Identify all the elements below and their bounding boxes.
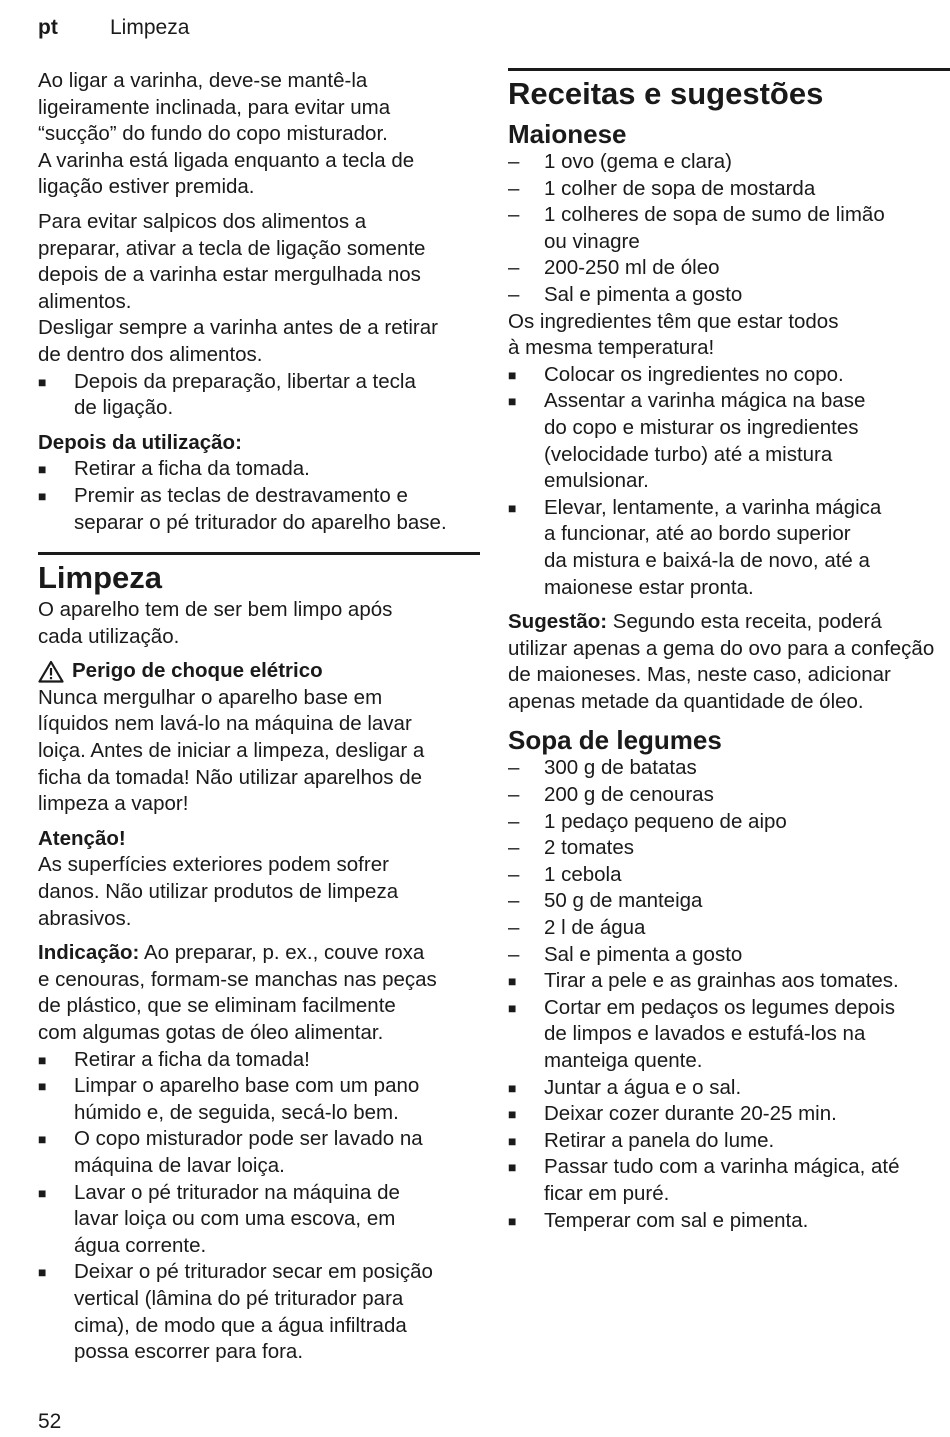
- list-item: ■ Lavar o pé triturador na máquina de lavar loiça ou com uma escova, em água corrente.: [38, 1180, 400, 1257]
- bullet-marker: ■: [508, 366, 517, 383]
- list-item: ■ Retirar a ficha da tomada!: [38, 1047, 480, 1074]
- dash-marker: –: [508, 916, 520, 940]
- note-paragraph: Indicação: Ao preparar, p. ex., couve roxa e cenouras, formam-se manchas nas peças de plástico, que se eliminam facilmente com algumas gotas de óleo alimentar.: [38, 941, 437, 1044]
- tip-label: Sugestão:: [508, 610, 608, 634]
- page-header: [38, 14, 189, 42]
- list-item: ■ Premir as teclas de destravamento e separar o pé triturador do aparelho base.: [38, 483, 447, 534]
- ingredient-item: – 200 g de cenouras: [508, 782, 950, 809]
- after-use-heading: Depois da utilização:: [38, 430, 242, 454]
- danger-text: Nunca mergulhar o aparelho base em líquidos nem lavá-lo na máquina de lavar loiça. Antes de iniciar a limpeza, desligar a ficha da tomada! Não utilizar aparelhos de limpeza a vapor!: [38, 685, 425, 816]
- list-item: ■ Limpar o aparelho base com um pano húmido e, de seguida, secá-lo bem.: [38, 1074, 420, 1124]
- bullet-marker: ■: [38, 487, 47, 504]
- right-column: [508, 68, 950, 1234]
- list-item: ■ Retirar a ficha da tomada.: [38, 456, 480, 483]
- step-item: ■ Juntar a água e o sal.: [508, 1075, 950, 1102]
- recipes-title: Receitas e sugestões: [508, 76, 824, 111]
- dash-marker: –: [508, 176, 520, 200]
- dash-marker: –: [508, 756, 520, 780]
- list-item: ■ Depois da preparação, libertar a tecla de ligação.: [38, 369, 416, 420]
- step-item: ■ Colocar os ingredientes no copo.: [508, 362, 950, 389]
- note-label: Indicação:: [38, 941, 140, 965]
- bullet-marker: ■: [38, 373, 47, 390]
- step-item: ■ Tirar a pele e as grainhas aos tomates.: [508, 968, 950, 995]
- dash-marker: –: [508, 150, 520, 173]
- ingredient-item: – 200-250 ml de óleo: [508, 255, 950, 282]
- bullet-marker: ■: [508, 499, 517, 516]
- bullet-marker: ■: [38, 1078, 47, 1095]
- bullet-marker: ■: [38, 1131, 47, 1148]
- dash-marker: –: [508, 889, 520, 913]
- ingredient-item: – 1 ovo (gema e clara): [508, 149, 950, 176]
- left-column: [38, 68, 480, 1366]
- dash-marker: –: [508, 862, 520, 886]
- ingredient-item: – Sal e pimenta a gosto: [508, 282, 950, 309]
- bullet-marker: ■: [508, 999, 517, 1016]
- list-item: ■ O copo misturador pode ser lavado na máquina de lavar loiça.: [38, 1127, 423, 1177]
- bullet-marker: ■: [508, 1079, 517, 1096]
- bullet-marker: ■: [508, 973, 517, 990]
- language-code: pt: [38, 16, 58, 39]
- dash-marker: –: [508, 836, 520, 860]
- bullet-marker: ■: [38, 1051, 47, 1068]
- bullet-marker: ■: [508, 1159, 517, 1176]
- warning-triangle-icon: [38, 660, 64, 683]
- bullet-marker: ■: [38, 1264, 47, 1281]
- bullet-marker: ■: [508, 1106, 517, 1123]
- step-item: ■ Retirar a panela do lume.: [508, 1128, 950, 1155]
- ingredient-item: – 300 g de batatas: [508, 755, 950, 782]
- dash-marker: –: [508, 256, 520, 280]
- list-item: ■ Deixar o pé triturador secar em posição vertical (lâmina do pé triturador para cima), de modo que a água infiltrada possa escorrer para fora.: [38, 1260, 433, 1364]
- ingredient-item: – 1 colher de sopa de mostarda: [508, 176, 950, 203]
- step-item: ■ Assentar a varinha mágica na base do copo e misturar os ingredientes (velocidade turbo) até a mistura emulsionar.: [508, 389, 866, 493]
- dash-marker: –: [508, 942, 520, 966]
- ingredient-item: – 1 cebola: [508, 862, 950, 889]
- mayonnaise-note: Os ingredientes têm que estar todos à mesma temperatura!: [508, 309, 839, 360]
- ingredient-item: – Sal e pimenta a gosto: [508, 942, 950, 969]
- page-number: 52: [38, 1410, 62, 1433]
- ingredient-item: – 2 l de água: [508, 915, 950, 942]
- bullet-marker: ■: [38, 461, 47, 478]
- step-item: ■ Passar tudo com a varinha mágica, até ficar em puré.: [508, 1155, 900, 1205]
- section-name: Limpeza: [110, 16, 190, 39]
- dash-marker: –: [508, 809, 520, 833]
- dash-marker: –: [508, 783, 520, 807]
- step-item: ■ Deixar cozer durante 20-25 min.: [508, 1101, 950, 1128]
- bullet-marker: ■: [508, 1212, 517, 1229]
- ingredient-item: – 1 pedaço pequeno de aipo: [508, 809, 950, 836]
- step-item: ■ Temperar com sal e pimenta.: [508, 1208, 950, 1235]
- ingredient-item: – 50 g de manteiga: [508, 888, 950, 915]
- bullet-marker: ■: [508, 393, 517, 410]
- step-item: ■ Cortar em pedaços os legumes depois de limpos e lavados e estufá-los na manteiga quente.: [508, 995, 895, 1072]
- tip-paragraph: Sugestão: Segundo esta receita, poderá utilizar apenas a gema do ovo para a confeção de maioneses. Mas, neste caso, adicionar apenas metade da quantidade de óleo.: [508, 610, 935, 713]
- attention-heading: Atenção!: [38, 826, 126, 850]
- bullet-marker: ■: [508, 1132, 517, 1149]
- ingredient-item: – 2 tomates: [508, 835, 950, 862]
- soup-title: Sopa de legumes: [508, 725, 722, 756]
- intro-paragraph-1: Ao ligar a varinha, deve-se mantê-la ligeiramente inclinada, para evitar uma “sucção” do fundo do copo misturador. A varinha está ligada enquanto a tecla de ligação estiver premida.: [38, 69, 415, 199]
- mayonnaise-title: Maionese: [508, 119, 627, 149]
- dash-marker: –: [508, 282, 520, 306]
- step-item: ■ Elevar, lentamente, a varinha mágica a funcionar, até ao bordo superior da mistura e baixá-la de novo, até a maionese estar pronta.: [508, 495, 882, 599]
- cleaning-title: Limpeza: [38, 560, 163, 596]
- ingredient-item: – 1 colheres de sopa de sumo de limão ou vinagre: [508, 203, 885, 253]
- danger-heading: Perigo de choque elétrico: [38, 658, 480, 685]
- attention-text: As superfícies exteriores podem sofrer danos. Não utilizar produtos de limpeza abrasivos.: [38, 853, 399, 930]
- bullet-marker: ■: [38, 1184, 47, 1201]
- dash-marker: –: [508, 203, 520, 227]
- cleaning-intro: O aparelho tem de ser bem limpo após cada utilização.: [38, 598, 393, 648]
- intro-paragraph-2: Para evitar salpicos dos alimentos a preparar, ativar a tecla de ligação somente depois de a varinha estar mergulhada nos alimentos. Desligar sempre a varinha antes de a retirar de dentro dos alimentos.: [38, 209, 438, 366]
